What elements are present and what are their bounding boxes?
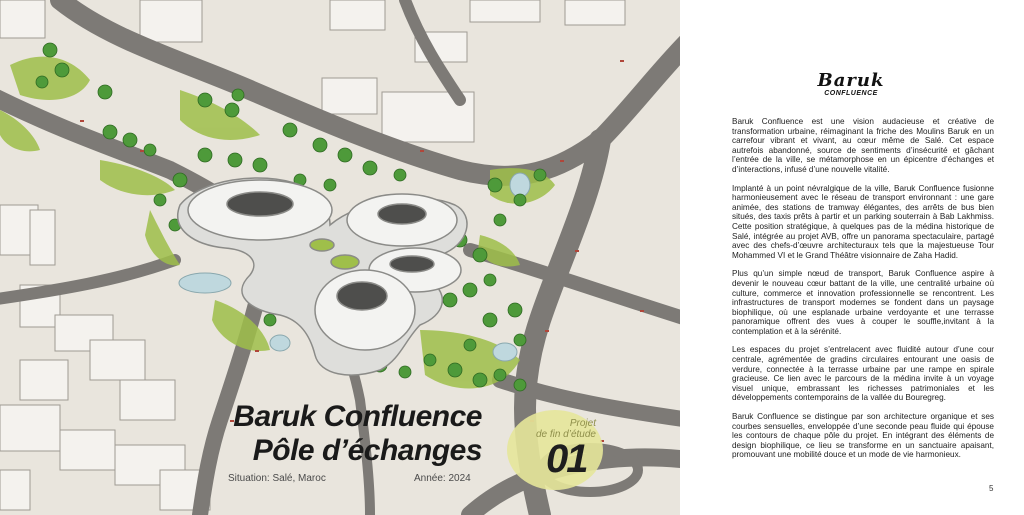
logo-subtitle: CONFLUENCE xyxy=(824,90,878,97)
paragraph-5: Baruk Confluence se distingue par son architecture organique et ses courbes sensuelles, enveloppée d’une seconde peau fluide qui épouse les contours de chaque pôle du projet. En intégrant des éléments de design biophilique, ce lieu se transforme en un sanctuaire apaisant, promouvant une mobilité douce et un mode de vie harmonieux. xyxy=(732,412,994,460)
project-description xyxy=(732,117,994,469)
badge-label-1: Projet xyxy=(569,418,596,429)
project-title xyxy=(200,400,482,468)
badge-number: 01 xyxy=(546,437,587,481)
paragraph-3: Plus qu’un simple nœud de transport, Baruk Confluence aspire à devenir le nouveau cœur battant de la ville, une centralité urbaine où culture, commerce et innovation professionnelle se rencontrent. Les infrastructures de transport modernes se fondent dans un paysage biophilique, où une esplanade urbaine verdoyante et une terrasse panoramique offrent des vues à couper le souffle,invitant à la contemplation et à la sérénité. xyxy=(732,269,994,336)
title-line-2: Pôle d’échanges xyxy=(252,434,482,467)
baruk-logo xyxy=(795,70,907,102)
project-badge xyxy=(522,416,610,490)
badge-label-2: de fin d’étude xyxy=(535,429,596,440)
paragraph-1: Baruk Confluence est une vision audacieuse et créative de transformation urbaine, réimaginant la friche des Moulins Baruk en un carrefour vibrant et vivant, au cœur même de Salé. Cet espace autrefois abandonné, source de sentiments d’insécurité et gâchant l’entrée de la ville, se métamorphose en un épicentre d’échanges et d’interactions, infusé d’une nouvelle vitalité. xyxy=(732,117,994,174)
project-year: Année: 2024 xyxy=(414,473,471,484)
project-location: Situation: Salé, Maroc xyxy=(228,473,326,484)
title-line-1: Baruk Confluence xyxy=(233,400,482,433)
paragraph-4: Les espaces du projet s’entrelacent avec fluidité autour d’une cour centrale, agrémentée de gradins circulaires entourant une oasis de verdure, connectée à la terrasse urbaine par une rampe en spirale gracieuse. Ce lien avec le parcours de la médina invite à un voyage visuel unique, embrassant les richesses patrimoniales et les développements contemporains de la vallée du Bouregreg. xyxy=(732,345,994,403)
text-page xyxy=(680,0,1024,515)
page-number: 5 xyxy=(989,484,994,493)
logo-wordmark: Baruk xyxy=(817,70,885,91)
paragraph-2: Implanté à un point névralgique de la ville, Baruk Confluence fusionne harmonieusement avec le réseau de transport environnant : une gare animée, des stations de tramway élégantes, des arrêts de bus bien situés, des taxis prêts à partir et un parking souterrain à Bab Lakhmiss. Cette position stratégique, à quelques pas de la médina historique de Salé, intégrée au projet AVB, offre un panorama spectaculaire, partagé avec des chefs-d’œuvre architecturaux tels que la majestueuse Tour Mohammed VI et le Grand Théâtre visionnaire de Zaha Hadid. xyxy=(732,183,994,260)
